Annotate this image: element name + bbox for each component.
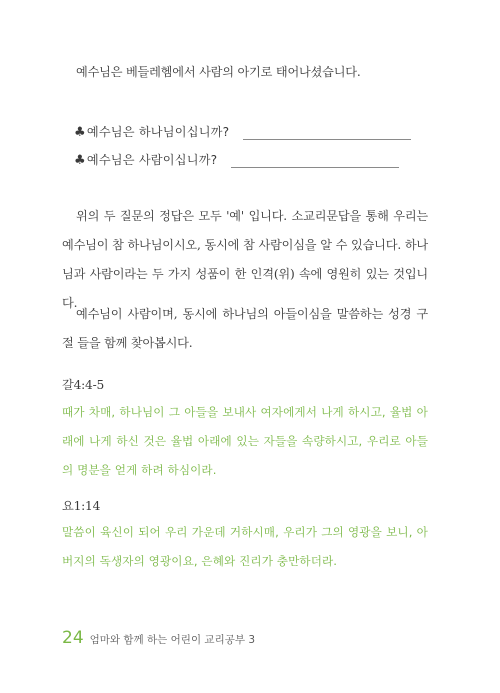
question-text-2: 예수님은 사람이십니까? xyxy=(86,153,218,167)
verse-reference-1: 갈4:4-5 xyxy=(62,378,105,392)
instruction-paragraph: 예수님이 사람이며, 동시에 하나님의 아들이심을 말씀하는 성경 구절 들을 함께 찾아봅시다. xyxy=(62,307,428,350)
question-row-1 xyxy=(74,118,414,140)
page-number: 24 xyxy=(62,628,84,648)
book-title: 엄마와 함께 하는 어린이 교리공부 3 xyxy=(89,634,256,646)
club-icon: ♣ xyxy=(74,125,86,140)
question-text-1: 예수님은 하나님이십니까? xyxy=(86,125,230,139)
verse-text-2: 말씀이 육신이 되어 우리 가운데 거하시매, 우리가 그의 영광을 보니, 아버지의 독생자의 영광이요, 은혜와 진리가 충만하더라. xyxy=(62,525,428,568)
verse-text-1: 때가 차매, 하나님이 그 아들을 보내사 여자에게서 나게 하시고, 율법 아래에 나게 하신 것은 율법 아래에 있는 자들을 속량하시고, 우리로 아들의 명분을 얻게 하려 하심이라. xyxy=(62,405,428,477)
club-icon: ♣ xyxy=(74,153,86,168)
answer-paragraph: 위의 두 질문의 정답은 모두 '예' 입니다. 소교리문답을 통해 우리는 예수님이 참 하나님이시오, 동시에 참 사람이심을 알 수 있습니다. 하나님과 사람이라는 두 가지 성품이 한 인격(위) 속에 영원히 있는 것입니다. xyxy=(62,209,428,310)
verse-reference-2: 요1:14 xyxy=(62,499,101,513)
page-footer xyxy=(62,628,255,648)
intro-paragraph: 예수님은 베들레헴에서 사람의 아기로 태어나셨습니다. xyxy=(76,65,361,79)
question-row-2 xyxy=(74,146,414,168)
answer-blank-2[interactable] xyxy=(231,153,399,168)
answer-blank-1[interactable] xyxy=(243,125,411,140)
